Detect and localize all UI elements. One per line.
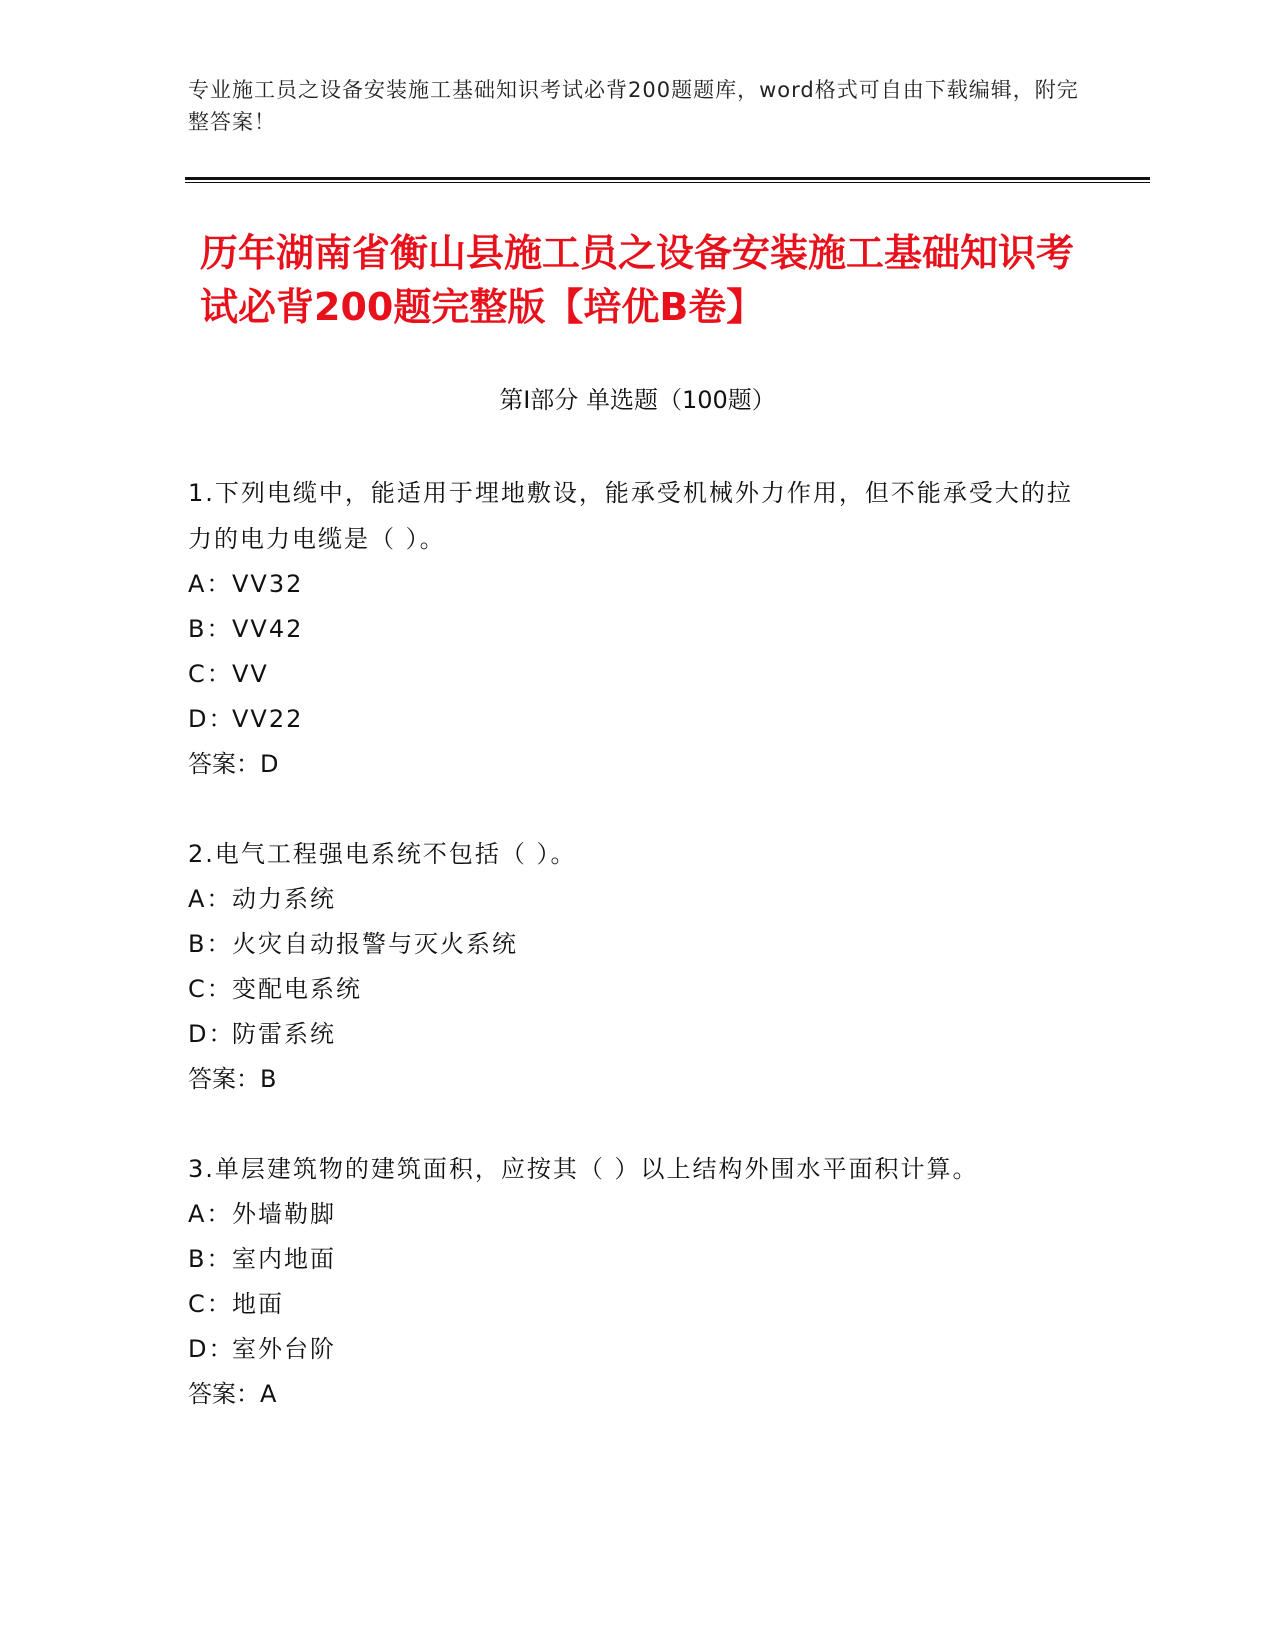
option-d	[188, 697, 1088, 742]
option-key: A：	[188, 885, 233, 913]
header-note: 专业施工员之设备安装施工基础知识考试必背200题题库，word格式可自由下载编辑，附完整答案！	[188, 78, 1079, 134]
question-3	[188, 1146, 1088, 1417]
answer: 答案：D	[188, 750, 279, 778]
option-text: VV32	[232, 570, 304, 598]
option-d	[188, 1012, 1088, 1057]
option-text: VV	[232, 660, 269, 688]
question-stem: 1.下列电缆中，能适用于埋地敷设，能承受机械外力作用，但不能承受大的拉力的电力电缆是（ ）。	[188, 479, 1073, 553]
option-text: 室外台阶	[232, 1335, 336, 1363]
option-text: 防雷系统	[232, 1020, 336, 1048]
option-d	[188, 1327, 1088, 1372]
option-key: B：	[188, 615, 233, 643]
option-text: 地面	[232, 1290, 284, 1318]
document-title: 历年湖南省衡山县施工员之设备安装施工基础知识考试必背200题完整版【培优B卷】	[200, 231, 1075, 329]
option-b	[188, 922, 1088, 967]
option-key: C：	[188, 1290, 233, 1318]
option-text: 动力系统	[232, 885, 336, 913]
option-key: D：	[188, 1335, 235, 1363]
option-c	[188, 1282, 1088, 1327]
option-key: D：	[188, 705, 235, 733]
option-key: D：	[188, 1020, 235, 1048]
option-text: 火灾自动报警与灭火系统	[232, 930, 518, 958]
answer: 答案：B	[188, 1065, 277, 1093]
option-key: B：	[188, 1245, 233, 1273]
question-2	[188, 831, 1088, 1102]
option-b	[188, 1237, 1088, 1282]
option-a	[188, 562, 1088, 607]
question-list	[188, 470, 1088, 1461]
option-text: 室内地面	[232, 1245, 336, 1273]
section-heading: 第Ⅰ部分 单选题（100题）	[499, 386, 776, 414]
header-divider-thick	[185, 177, 1150, 180]
option-key: A：	[188, 570, 233, 598]
option-text: VV42	[232, 615, 304, 643]
answer: 答案：A	[188, 1380, 277, 1408]
question-1	[188, 470, 1088, 787]
option-key: B：	[188, 930, 233, 958]
header-divider-thin	[185, 182, 1150, 183]
option-key: C：	[188, 975, 233, 1003]
option-b	[188, 607, 1088, 652]
option-a	[188, 877, 1088, 922]
option-text: 变配电系统	[232, 975, 362, 1003]
option-a	[188, 1192, 1088, 1237]
option-text: VV22	[232, 705, 304, 733]
option-key: A：	[188, 1200, 233, 1228]
question-stem: 2.电气工程强电系统不包括（ ）。	[188, 840, 577, 868]
option-text: 外墙勒脚	[232, 1200, 336, 1228]
option-c	[188, 652, 1088, 697]
option-key: C：	[188, 660, 233, 688]
question-stem: 3.单层建筑物的建筑面积，应按其（ ）以上结构外围水平面积计算。	[188, 1155, 979, 1183]
option-c	[188, 967, 1088, 1012]
